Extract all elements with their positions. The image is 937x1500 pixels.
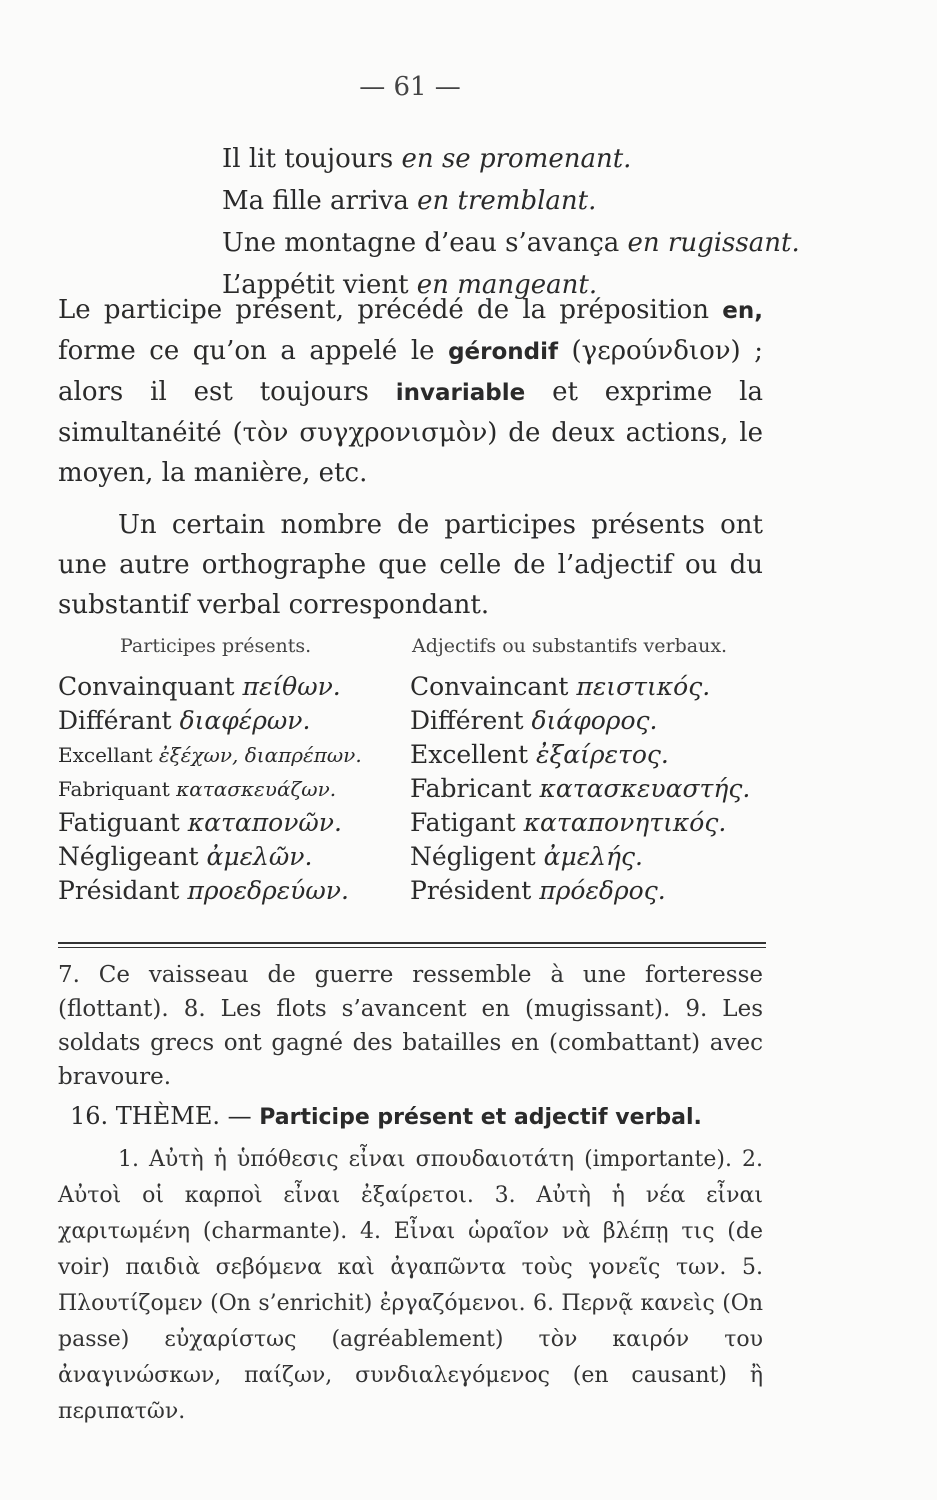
spelling-note-paragraph: Un certain nombre de participes présents ont une autre orthographe que celle de l’adjectif ou du substantif verbal correspondant. [58, 510, 763, 620]
example-line: Une montagne d’eau s’avança en rugissant. [222, 228, 800, 258]
participles-column [58, 670, 362, 908]
table-row: Président πρόεδρος. [410, 876, 666, 905]
divider-rule [58, 942, 766, 944]
table-row: Négligeant ἀμελῶν. [58, 842, 313, 871]
table-row: Négligent ἀμελής. [410, 842, 643, 871]
gerund-rule-paragraph: Le participe présent, précédé de la préposition en, forme ce qu’on a appelé le gérondif (γερούνδιον) ; alors il est toujours invariable et exprime la simultanéité (τὸν συγχρονισμὸν) de deux actions, le moyen, la manière, etc. [58, 295, 763, 488]
right-column-header: Adjectifs ou substantifs verbaux. [412, 635, 728, 657]
table-row: Convainquant πείθων. [58, 672, 341, 701]
theme-heading: 16. THÈME. — Participe présent et adjectif verbal. [70, 1102, 702, 1130]
table-row: Fatigant καταπονητικός. [410, 808, 727, 837]
theme-paragraph: 1. Αὐτὴ ἡ ὑπόθεσις εἶναι σπουδαιοτάτη (importante). 2. Αὐτοὶ οἱ καρποὶ εἶναι ἐξαίρετοι. 3. Αὐτὴ ἡ νέα εἶναι χαριτωμένη (charmante). 4. Εἶναι ὡραῖον νὰ βλέπῃ τις (de voir) παιδιὰ σεβόμενα καὶ ἀγαπῶντα τοὺς γονεῖς των. 5. Πλουτίζομεν (On s’enrichit) ἐργαζόμενοι. 6. Περνᾷ κανεὶς (On passe) εὐχαρίστως (agréablement) τὸν καιρόν του ἀναγινώσκων, παίζων, συνδιαλεγόμενος (en causant) ἢ περιπατῶν. [58, 1147, 763, 1424]
exercise-paragraph: 7. Ce vaisseau de guerre ressemble à une forteresse (flottant). 8. Les flots s’avancent en (mugissant). 9. Les soldats grecs ont gagné des batailles en (combattant) avec bravoure. [58, 962, 763, 1090]
example-sentences [222, 138, 800, 306]
example-line: L’appétit vient en mangeant. [222, 270, 598, 300]
adjectives-column [410, 670, 750, 908]
table-row: Différant διαφέρων. [58, 706, 311, 735]
divider-rule [58, 947, 766, 948]
table-row: Différent διάφορος. [410, 706, 658, 735]
page-number: — 61 — [359, 72, 461, 102]
example-line: Ma fille arriva en tremblant. [222, 186, 597, 216]
table-row: Excellant ἐξέχων, διαπρέπων. [58, 743, 362, 767]
table-row: Fabriquant κατασκευάζων. [58, 777, 337, 801]
table-row: Présidant προεδρεύων. [58, 876, 349, 905]
table-row: Convaincant πειστικός. [410, 672, 711, 701]
table-row: Fatiguant καταπονῶν. [58, 808, 342, 837]
left-column-header: Participes présents. [120, 635, 312, 657]
table-row: Excellent ἐξαίρετος. [410, 740, 669, 769]
table-row: Fabricant κατασκευαστής. [410, 774, 751, 803]
example-line: Il lit toujours en se promenant. [222, 144, 632, 174]
